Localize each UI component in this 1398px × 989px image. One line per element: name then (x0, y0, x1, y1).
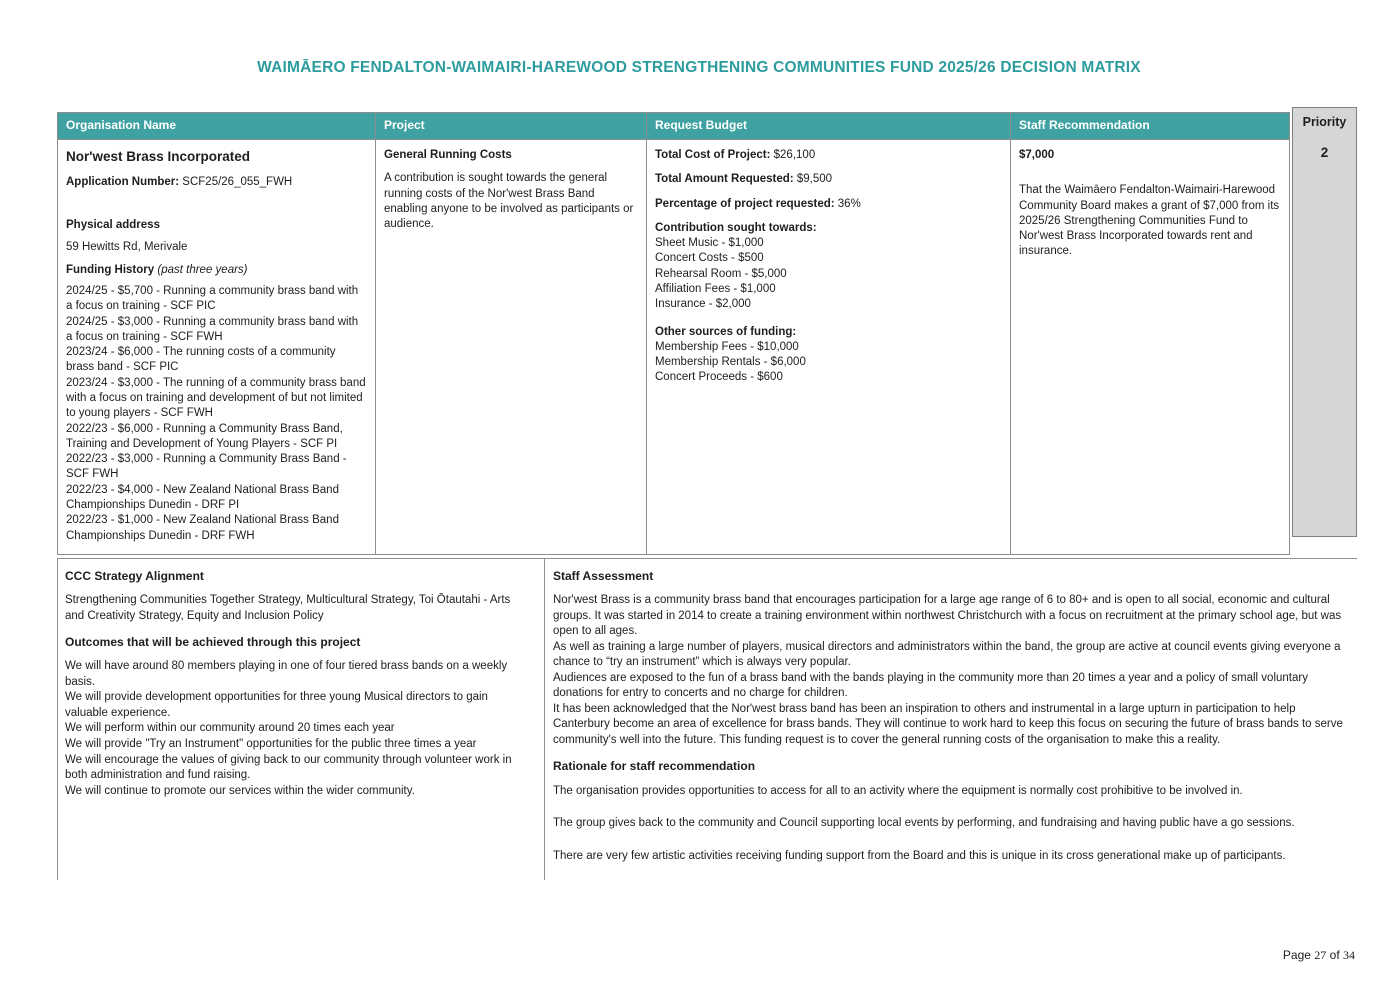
details-section (57, 558, 1357, 880)
physical-address-label: Physical address (66, 219, 160, 232)
list-line: 2022/23 - $6,000 - Running a Community Brass Band, Training and Development of Young Players - SCF PI (66, 422, 343, 450)
ccc-strategy-heading: CCC Strategy Alignment (65, 569, 204, 583)
list-line: Membership Fees - $10,000 (655, 340, 799, 353)
list-line: 2022/23 - $4,000 - New Zealand National Brass Band Championships Dunedin - DRF PI (66, 483, 339, 512)
list-line: As well as training a large number of players, musical directors and administrators within the band, the group are active at council events giving everyone a chance to “try an instrument” which is always very popular. (553, 640, 1341, 669)
page-title: WAIMĀERO FENDALTON-WAIMAIRI-HAREWOOD STRENGTHENING COMMUNITIES FUND 2025/26 DECISION MATRIX (257, 59, 1141, 76)
list-line: Insurance - $2,000 (655, 298, 751, 311)
recommendation-amount: $7,000 (1019, 149, 1055, 161)
application-number-line (66, 175, 366, 190)
list-line: 2022/23 - $1,000 - New Zealand National Brass Band Championships Dunedin - DRF FWH (66, 514, 339, 542)
other-sources-label: Other sources of funding: (655, 325, 797, 338)
total-requested-label: Total Amount Requested: (655, 173, 794, 186)
ccc-strategy-alignment: Strengthening Communities Together Strategy, Multicultural Strategy, Toi Ōtautahi - Arts and Creativity Strategy, Equity and Inclusion Policy (65, 594, 511, 622)
funding-history-list (66, 284, 366, 544)
staff-assessment-cell (545, 559, 1357, 880)
list-line: We will continue to promote our services within the wider community. (65, 784, 415, 797)
organisation-name: Nor'west Brass Incorporated (66, 149, 251, 164)
list-line: We will perform within our community around 20 times each year (65, 722, 395, 735)
list-line: Affiliation Fees - $1,000 (655, 282, 776, 295)
funding-history-heading (66, 263, 366, 278)
list-line: We will provide development opportunities for three young Musical directors to gain valuable experience. (65, 691, 488, 719)
list-line: 2024/25 - $5,700 - Running a community brass band with a focus on training - SCF PIC (66, 285, 359, 313)
list-line: We will have around 80 members playing in one of four tiered brass bands on a weekly basis. (65, 660, 508, 688)
contribution-label: Contribution sought towards: (655, 221, 817, 234)
priority-value: 2 (1320, 145, 1329, 160)
other-sources-list (655, 340, 1001, 386)
funding-history-note: (past three years) (157, 263, 248, 276)
staff-assessment-heading: Staff Assessment (553, 569, 654, 583)
request-budget-cell (647, 140, 1011, 555)
list-line: It has been acknowledged that the Nor'west brass band has been an inspiration to others and instrumental in a large upturn in participation to help Canterbury become an area of excellence for brass bands. They will continue to work hard to keep this focus on securing the future of brass bands to serve community's well into the future. This funding request is to cover the general running costs of the organisation to make this a reality. (553, 702, 1343, 746)
page-footer (1283, 948, 1355, 963)
list-line: 2023/24 - $6,000 - The running costs of a community brass band - SCF PIC (66, 346, 336, 374)
list-line: The group gives back to the community and Council supporting local events by performing, and fundraising and having public have a go sessions. (553, 817, 1295, 830)
decision-matrix-table (57, 107, 1357, 555)
rationale-heading: Rationale for staff recommendation (553, 759, 756, 774)
list-line: 2022/23 - $3,000 - Running a Community Brass Band - SCF FWH (66, 453, 347, 481)
priority-column (1292, 107, 1357, 537)
project-header: Project (376, 113, 647, 140)
percentage-line (655, 197, 1001, 212)
of-label: of (1329, 948, 1340, 962)
page-label: Page (1282, 948, 1311, 962)
organisation-cell (58, 140, 376, 555)
request-budget-header: Request Budget (647, 113, 1011, 140)
list-line: 2023/24 - $3,000 - The running of a community brass band with a focus on training and development of but not limited to young players - SCF FWH (66, 376, 366, 420)
list-line: Membership Rentals - $6,000 (655, 356, 806, 369)
contribution-list (655, 236, 1001, 312)
matrix-header-row (58, 113, 1290, 140)
ccc-strategy-cell (57, 559, 545, 880)
list-line: We will provide "Try an Instrument" opportunities for the public three times a year (65, 737, 477, 750)
list-line: Concert Costs - $500 (655, 252, 764, 265)
staff-recommendation-header: Staff Recommendation (1011, 113, 1290, 140)
list-line: Concert Proceeds - $600 (655, 371, 783, 384)
list-line: Nor'west Brass is a community brass band that encourages participation for a large age range of 6 to 80+ and is open to all social, economic and cultural groups. It was started in 2014 to create a training environment within northwest Christchurch with a focus on recruitment at the primary school age, but was open to all ages. (553, 594, 1342, 638)
percentage-value: 36% (837, 197, 861, 210)
page-number: 27 (1314, 948, 1327, 962)
total-cost-line (655, 148, 1001, 163)
funding-history-label: Funding History (66, 263, 155, 276)
list-line: 2024/25 - $3,000 - Running a community brass band with a focus on training - SCF FWH (66, 315, 359, 343)
matrix-table (57, 112, 1290, 555)
page-total: 34 (1343, 948, 1355, 962)
total-cost-value: $26,100 (773, 149, 816, 161)
staff-assessment-text (553, 593, 1353, 748)
recommendation-text: That the Waimāero Fendalton-Waimairi-Harewood Community Board makes a grant of $7,000 from its 2025/26 Strengthening Communities Fund to Nor'west Brass Incorporated towards rent and insurance. (1019, 184, 1280, 258)
outcomes-list (65, 659, 532, 799)
project-title: General Running Costs (384, 149, 512, 161)
matrix-body-row (58, 140, 1290, 555)
list-line: Rehearsal Room - $5,000 (655, 267, 787, 280)
rationale-text (553, 784, 1353, 865)
project-description: A contribution is sought towards the general running costs of the Nor'west Brass Band enabling anyone to be involved as participants or audience. (384, 172, 634, 231)
spacer (655, 313, 1001, 325)
project-cell (376, 140, 647, 555)
organisation-name-header: Organisation Name (58, 113, 376, 140)
physical-address-value: 59 Hewitts Rd, Merivale (66, 240, 188, 253)
total-requested-value: $9,500 (796, 173, 833, 186)
application-number-value: SCF25/26_055_FWH (182, 175, 293, 188)
percentage-label: Percentage of project requested: (655, 197, 835, 210)
total-cost-label: Total Cost of Project: (655, 149, 771, 161)
list-line: The organisation provides opportunities to access for all to an activity where the equipment is normally cost prohibitive to be involved in. (553, 784, 1243, 797)
total-requested-line (655, 172, 1001, 187)
priority-header: Priority (1302, 115, 1347, 129)
application-number-label: Application Number: (66, 175, 180, 188)
outcomes-heading: Outcomes that will be achieved through this project (65, 635, 361, 650)
list-line: We will encourage the values of giving back to our community through volunteer work in both administration and fund raising. (65, 753, 512, 782)
list-line: Audiences are exposed to the fun of a brass band with the bands playing in the community more than 20 times a year and a policy of small voluntary donations for entry to concerts and no charge for children. (553, 671, 1308, 700)
staff-recommendation-cell (1011, 140, 1290, 555)
list-line: Sheet Music - $1,000 (655, 237, 764, 250)
list-line: There are very few artistic activities receiving funding support from the Board and this is unique in its cross generational make up of participants. (553, 849, 1286, 862)
